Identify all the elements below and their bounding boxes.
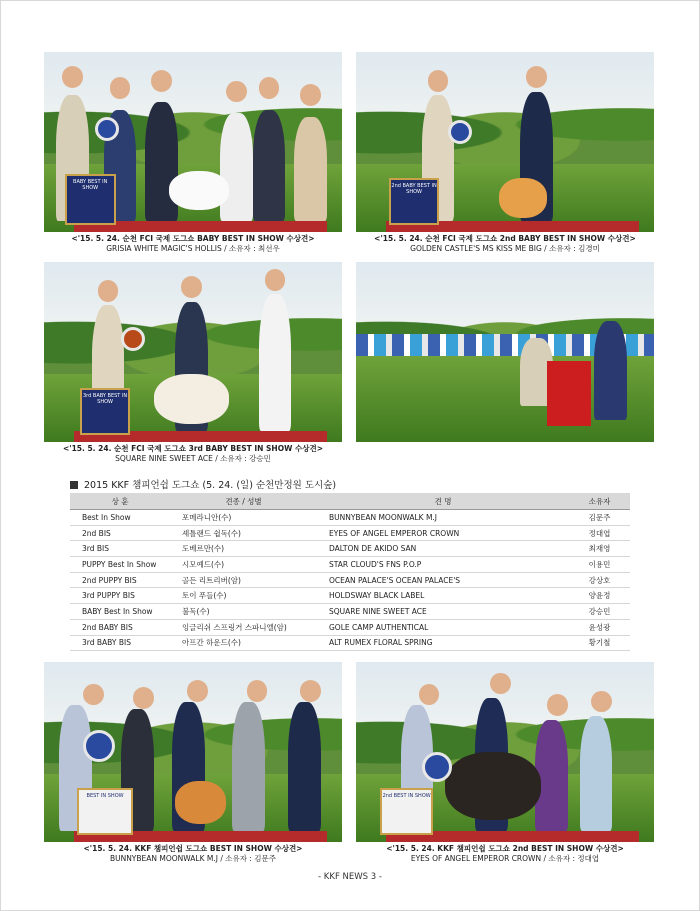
section-title [70,477,336,491]
photo-kkf-2nd-bis [356,662,654,842]
photo-kkf-bis [44,662,342,842]
table-row [70,635,630,651]
breed-cell: 불독(수) [170,604,317,620]
award-cell: 2nd PUPPY BIS [70,572,170,588]
owner-cell: 윤성광 [569,619,630,635]
owner-cell: 강상호 [569,572,630,588]
award-cell: 3rd PUPPY BIS [70,588,170,604]
photo-board-text: 2nd BEST IN SHOW [382,793,431,799]
photo-show-ring [356,262,654,442]
photo-caption [356,234,654,254]
caption-line1: <'15. 5. 24. 순천 FCI 국제 도그쇼 2nd BABY BEST IN SHOW 수상견> [374,234,636,243]
award-cell: BABY Best In Show [70,604,170,620]
table-row [70,619,630,635]
table-header: 상 훈 [70,493,170,510]
caption-line1: <'15. 5. 24. 순천 FCI 국제 도그쇼 3rd BABY BEST IN SHOW 수상견> [62,444,323,453]
table-header: 소유자 [569,493,630,510]
breed-cell: 잉글리쉬 스프링거 스파니엘(암) [170,619,317,635]
photo-caption [44,444,342,464]
caption-line2: SQUARE NINE SWEET ACE / 소유자 : 강승민 [115,454,271,463]
dog-name-cell: DALTON DE AKIDO SAN [317,541,569,557]
award-cell: Best In Show [70,510,170,526]
breed-cell: 도베르만(수) [170,541,317,557]
award-cell: 2nd BABY BIS [70,619,170,635]
breed-cell: 시모예드(수) [170,557,317,573]
caption-line2: GOLDEN CASTLE'S MS KISS ME BIG / 소유자 : 김경미 [410,244,600,253]
table-row [70,572,630,588]
photo-caption [356,844,654,864]
dog-name-cell: HOLDSWAY BLACK LABEL [317,588,569,604]
caption-line2: BUNNYBEAN MOONWALK M.J / 소유자 : 김문주 [109,854,277,863]
photo-board-text: 2nd BABY BEST IN SHOW [391,183,437,195]
table-row [70,604,630,620]
photo-caption [44,844,342,864]
photo-3rd-baby-bis [44,262,342,442]
caption-line1: <'15. 5. 24. 순천 FCI 국제 도그쇼 BABY BEST IN SHOW 수상견> [71,234,315,243]
dog-name-cell: GOLE CAMP AUTHENTICAL [317,619,569,635]
table-row [70,557,630,573]
owner-cell: 김문주 [569,510,630,526]
dog-name-cell: STAR CLOUD'S FNS P.O.P [317,557,569,573]
owner-cell: 최재영 [569,541,630,557]
section-title-text: 2015 KKF 챔피언쉽 도그쇼 (5. 24. (일) 순천만정원 도시숲) [84,480,337,491]
photo-baby-bis [44,52,342,232]
results-table [70,493,630,651]
award-cell: 3rd BIS [70,541,170,557]
dog-name-cell: BUNNYBEAN MOONWALK M.J [317,510,569,526]
photo-2nd-baby-bis [356,52,654,232]
photo-board-text: 3rd BABY BEST IN SHOW [82,393,128,405]
breed-cell: 골든 리트리버(암) [170,572,317,588]
page-footer: - KKF NEWS 3 - [318,872,382,882]
table-row [70,510,630,526]
square-bullet-icon [70,481,78,489]
owner-cell: 황기철 [569,635,630,651]
table-row [70,525,630,541]
caption-line1: <'15. 5. 24. KKF 챔피언쉽 도그쇼 BEST IN SHOW 수상견> [83,844,303,853]
table-header: 견 명 [317,493,569,510]
owner-cell: 강승민 [569,604,630,620]
breed-cell: 포메라니안(수) [170,510,317,526]
photo-caption [44,234,342,254]
table-row [70,588,630,604]
breed-cell: 아프간 하운드(수) [170,635,317,651]
table-row [70,541,630,557]
photo-board-text: BEST IN SHOW [86,793,124,799]
dog-name-cell: OCEAN PALACE'S OCEAN PALACE'S [317,572,569,588]
owner-cell: 이용민 [569,557,630,573]
caption-line2: GRISIA WHITE MAGIC'S HOLLIS / 소유자 : 최선우 [106,244,280,253]
owner-cell: 정대엽 [569,525,630,541]
award-cell: PUPPY Best In Show [70,557,170,573]
dog-name-cell: SQUARE NINE SWEET ACE [317,604,569,620]
caption-line1: <'15. 5. 24. KKF 챔피언쉽 도그쇼 2nd BEST IN SHOW 수상견> [386,844,624,853]
award-cell: 3rd BABY BIS [70,635,170,651]
breed-cell: 토이 푸들(수) [170,588,317,604]
caption-line2: EYES OF ANGEL EMPEROR CROWN / 소유자 : 정대엽 [410,854,600,863]
table-header-row [70,493,630,510]
breed-cell: 셰틀랜드 쉽독(수) [170,525,317,541]
table-header: 견종 / 성별 [170,493,317,510]
dog-name-cell: EYES OF ANGEL EMPEROR CROWN [317,525,569,541]
award-cell: 2nd BIS [70,525,170,541]
dog-name-cell: ALT RUMEX FLORAL SPRING [317,635,569,651]
photo-board-text: BABY BEST IN SHOW [73,179,108,192]
owner-cell: 양윤정 [569,588,630,604]
